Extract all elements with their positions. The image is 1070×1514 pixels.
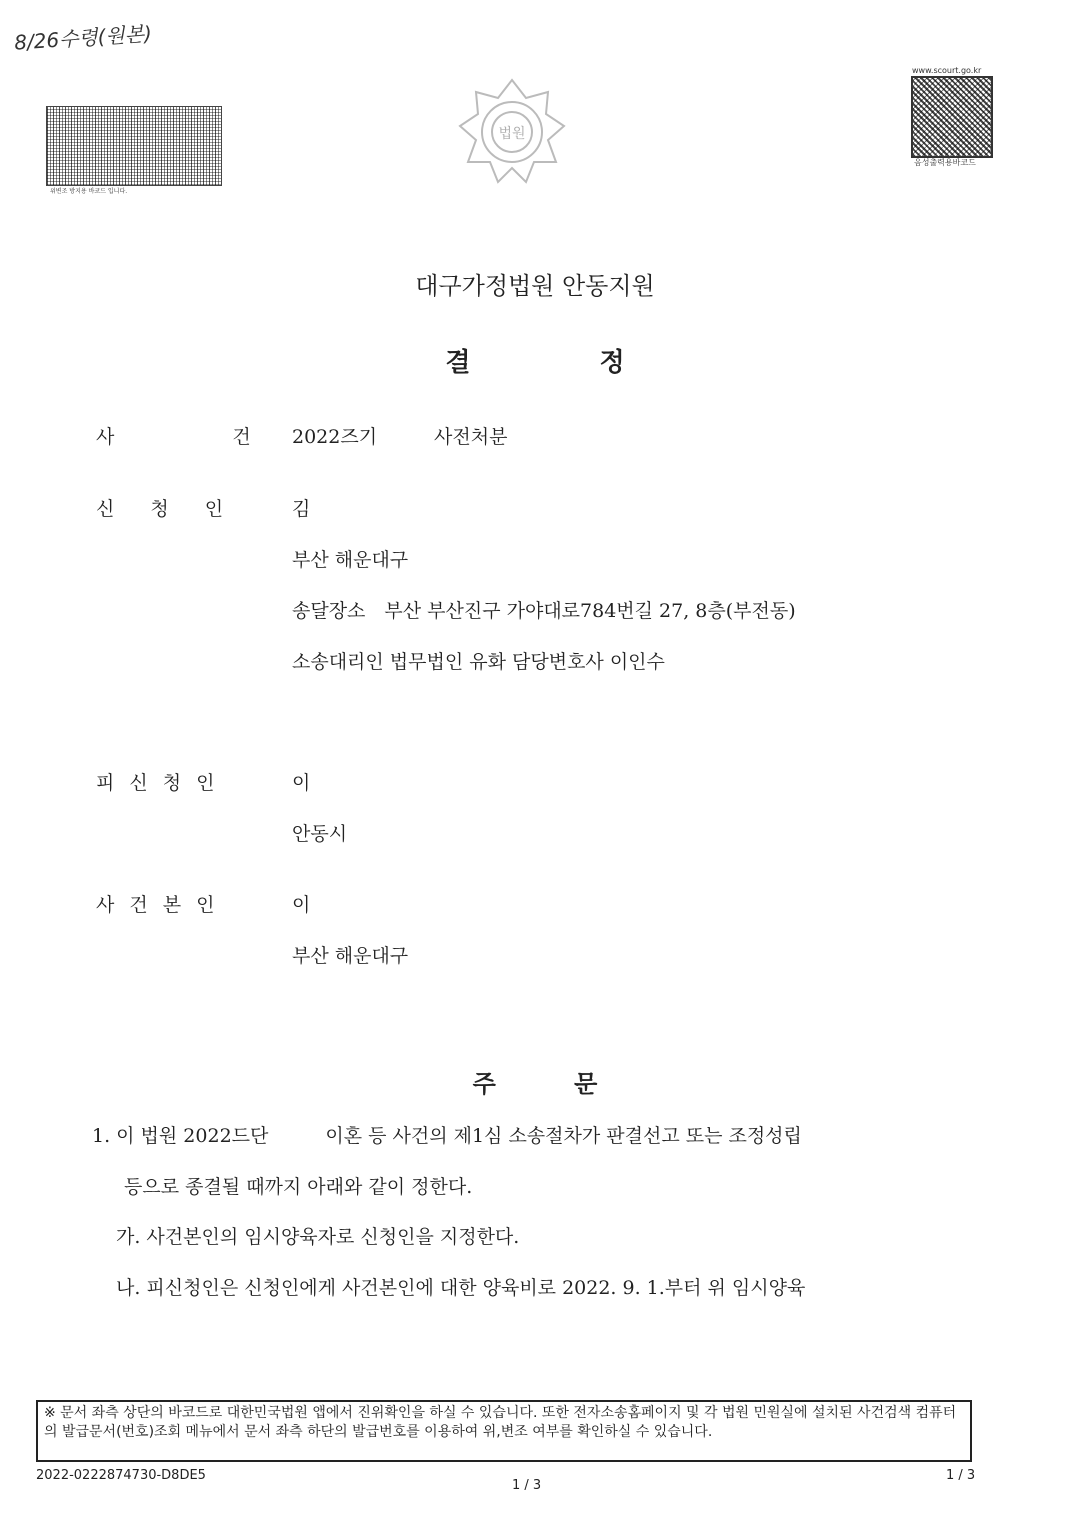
handwritten-note: 8/26수령(원본) <box>13 21 153 55</box>
order-line-2: 등으로 종결될 때까지 아래와 같이 정한다. <box>124 1176 473 1198</box>
applicant-service-address: 송달장소 부산 부산진구 가야대로784번길 27, 8층(부전동) <box>292 600 796 622</box>
respondent-name: 이 <box>292 772 311 794</box>
verification-notice: ※ 문서 좌측 상단의 바코드로 대한민국법원 앱에서 진위확인을 하실 수 있습니다. 또한 전자소송홈페이지 및 각 법원 민원실에 설치된 사건검색 컴퓨터의 발급문서(번호)조회 메뉴에서 문서 좌측 하단의 발급번호를 이용하여 위,변조 여부를 확인하실 수 있습니다. <box>36 1400 972 1462</box>
respondent-label: 피 신 청 인 <box>96 772 218 794</box>
court-name: 대구가정법원 안동지원 <box>415 272 655 300</box>
order-title: 주 문 <box>472 1070 598 1098</box>
seal-text: 법원 <box>498 126 526 142</box>
qr-caption: 음성출력용바코드 <box>914 158 976 167</box>
qr-code <box>911 76 993 158</box>
document-title: 결 정 <box>445 348 625 378</box>
applicant-name: 김 <box>292 498 311 520</box>
applicant-attorney: 소송대리인 법무법인 유화 담당변호사 이인수 <box>292 651 665 673</box>
applicant-address: 부산 해운대구 <box>292 549 409 571</box>
qr-url: www.scourt.go.kr <box>912 66 982 75</box>
verification-barcode <box>46 106 222 186</box>
page-number-center: 1 / 3 <box>512 1478 542 1493</box>
case-value: 2022즈기 사전처분 <box>292 426 508 448</box>
case-subject-label: 사 건 본 인 <box>96 894 218 916</box>
case-label: 사 건 <box>96 426 307 448</box>
page-number-right: 1 / 3 <box>946 1468 976 1483</box>
case-subject-name: 이 <box>292 894 311 916</box>
order-line-4: 나. 피신청인은 신청인에게 사건본인에 대한 양육비로 2022. 9. 1.부터 위 임시양육 <box>116 1277 806 1299</box>
applicant-label: 신 청 인 <box>96 498 230 520</box>
barcode-caption: 위변조 방지용 바코드 입니다. <box>50 188 128 195</box>
issue-number: 2022-0222874730-D8DE5 <box>36 1468 206 1483</box>
respondent-address: 안동시 <box>292 823 348 845</box>
case-subject-address: 부산 해운대구 <box>292 945 409 967</box>
order-line-1: 1. 이 법원 2022드단 이혼 등 사건의 제1심 소송절차가 판결선고 또는 조정성립 <box>92 1125 802 1147</box>
court-seal-icon <box>456 76 568 188</box>
order-line-3: 가. 사건본인의 임시양육자로 신청인을 지정한다. <box>116 1226 520 1248</box>
